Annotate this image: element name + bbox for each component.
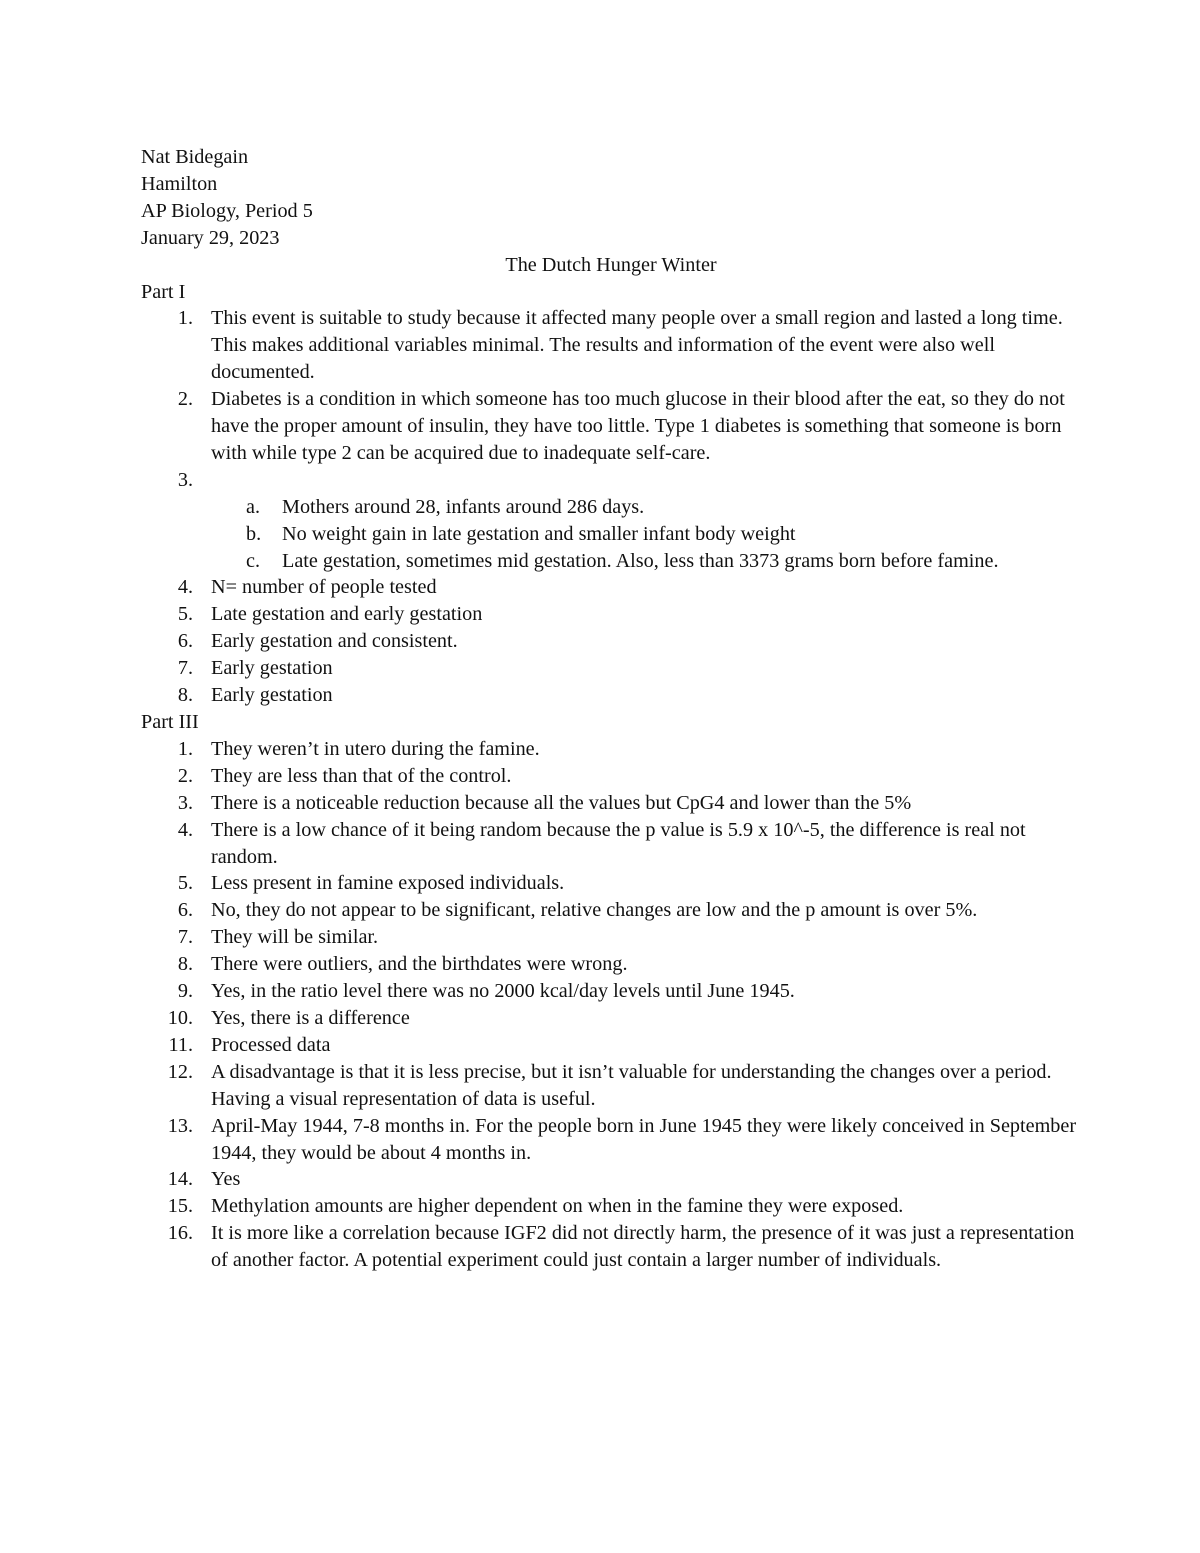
- item-number: 16.: [167, 1222, 193, 1245]
- item-number: 10.: [167, 1006, 193, 1029]
- item-text: Yes: [211, 1168, 241, 1191]
- subitem-letter: c.: [246, 549, 261, 572]
- item-number: 2.: [177, 764, 193, 787]
- item-number: 6.: [177, 630, 193, 653]
- item-number: 9.: [177, 980, 193, 1003]
- list-item: [141, 601, 1081, 628]
- list-item: [141, 1032, 1081, 1059]
- list-item: [141, 1220, 1081, 1274]
- item-number: 8.: [177, 953, 193, 976]
- list-item: [141, 817, 1081, 871]
- list-item: [141, 682, 1081, 709]
- list-item: [141, 924, 1081, 951]
- document-page: [141, 144, 1081, 1274]
- sublist-container: [141, 494, 1081, 575]
- item-text: Yes, in the ratio level there was no 2000 kcal/day levels until June 1945.: [211, 980, 795, 1003]
- item-number: 5.: [177, 603, 193, 626]
- item-number: 7.: [177, 926, 193, 949]
- list-item: [141, 1166, 1081, 1193]
- item-text: This event is suitable to study because it affected many people over a small region and lasted a long time. This makes additional variables minimal. The results and information of the event were also well documented.: [211, 307, 1063, 384]
- subitem-letter: b.: [246, 522, 262, 545]
- item-number: 7.: [177, 657, 193, 680]
- part-3-heading: Part III: [141, 711, 199, 734]
- item-text: Early gestation: [211, 657, 333, 680]
- item-text: There is a low chance of it being random because the p value is 5.9 x 10^-5, the difference is real not random.: [211, 818, 1026, 868]
- item-number: 4.: [177, 818, 193, 841]
- subitem-letter: a.: [246, 495, 261, 518]
- item-text: Yes, there is a difference: [211, 1006, 410, 1029]
- item-number: 2.: [177, 388, 193, 411]
- list-item: [141, 897, 1081, 924]
- teacher-name: Hamilton: [141, 172, 218, 195]
- item-text: No, they do not appear to be significant, relative changes are low and the p amount is over 5%.: [211, 899, 978, 922]
- list-item: [141, 305, 1081, 386]
- item-text: They weren’t in utero during the famine.: [211, 737, 540, 760]
- item-number: 4.: [177, 576, 193, 599]
- part-3-list: [141, 736, 1081, 1274]
- list-item: [141, 386, 1081, 467]
- list-item: [141, 870, 1081, 897]
- item-text: Early gestation: [211, 684, 333, 707]
- item-number: 11.: [168, 1033, 193, 1056]
- subitem-text: No weight gain in late gestation and smaller infant body weight: [282, 522, 796, 545]
- list-item: [141, 467, 1081, 494]
- part-1-heading: Part I: [141, 280, 186, 303]
- sublist-item: [211, 548, 1081, 575]
- item-text: Late gestation and early gestation: [211, 603, 483, 626]
- list-item: [141, 1005, 1081, 1032]
- list-item: [141, 951, 1081, 978]
- item-number: 15.: [167, 1195, 193, 1218]
- item-text: They are less than that of the control.: [211, 764, 512, 787]
- item-text: Diabetes is a condition in which someone has too much glucose in their blood after the eat, so they do not have the proper amount of insulin, they have too little. Type 1 diabetes is something that someone is born with while type 2 can be acquired due to inadequate self-care.: [211, 388, 1065, 464]
- item-text: They will be similar.: [211, 926, 379, 949]
- item-text: [211, 467, 1081, 494]
- subitem-text: Mothers around 28, infants around 286 days.: [282, 495, 645, 518]
- item-number: 8.: [177, 684, 193, 707]
- item-number: 5.: [177, 872, 193, 895]
- document-title: The Dutch Hunger Winter: [505, 253, 717, 276]
- item-text: A disadvantage is that it is less precise, but it isn’t valuable for understanding the changes over a period. Having a visual representation of data is useful.: [211, 1060, 1052, 1110]
- item-number: 3.: [177, 791, 193, 814]
- item-text: Methylation amounts are higher dependent on when in the famine they were exposed.: [211, 1195, 904, 1218]
- item-text: There is a noticeable reduction because all the values but CpG4 and lower than the 5%: [211, 791, 912, 814]
- list-item: [141, 1059, 1081, 1113]
- item-number: 3.: [177, 468, 193, 491]
- list-item: [141, 1193, 1081, 1220]
- item-text: April-May 1944, 7-8 months in. For the people born in June 1945 they were likely conceived in September 1944, they would be about 4 months in.: [211, 1114, 1077, 1164]
- list-item: [141, 763, 1081, 790]
- list-item: [141, 736, 1081, 763]
- item-number: 6.: [177, 899, 193, 922]
- list-item: [141, 978, 1081, 1005]
- course-name: AP Biology, Period 5: [141, 199, 313, 222]
- part-1-list: [141, 305, 1081, 709]
- list-item: [141, 574, 1081, 601]
- item-number: 1.: [177, 307, 193, 330]
- item-text: There were outliers, and the birthdates were wrong.: [211, 953, 628, 976]
- list-item: [141, 1113, 1081, 1167]
- subitem-text: Late gestation, sometimes mid gestation. Also, less than 3373 grams born before famine.: [282, 549, 999, 572]
- item-text: Less present in famine exposed individuals.: [211, 872, 565, 895]
- item-number: 1.: [177, 737, 193, 760]
- list-item: [141, 790, 1081, 817]
- item-text: Processed data: [211, 1033, 331, 1056]
- item-text: Early gestation and consistent.: [211, 630, 458, 653]
- document-date: January 29, 2023: [141, 226, 280, 249]
- sublist-item: [211, 494, 1081, 521]
- item-number: 13.: [167, 1114, 193, 1137]
- student-name: Nat Bidegain: [141, 146, 249, 168]
- sublist-item: [211, 521, 1081, 548]
- item-text: N= number of people tested: [211, 576, 437, 599]
- part-1-sublist: [211, 494, 1081, 575]
- item-text: It is more like a correlation because IGF2 did not directly harm, the presence of it was just a representation of another factor. A potential experiment could just contain a larger number of individuals.: [211, 1222, 1075, 1272]
- item-number: 14.: [167, 1168, 193, 1191]
- list-item: [141, 655, 1081, 682]
- list-item: [141, 628, 1081, 655]
- item-number: 12.: [167, 1060, 193, 1083]
